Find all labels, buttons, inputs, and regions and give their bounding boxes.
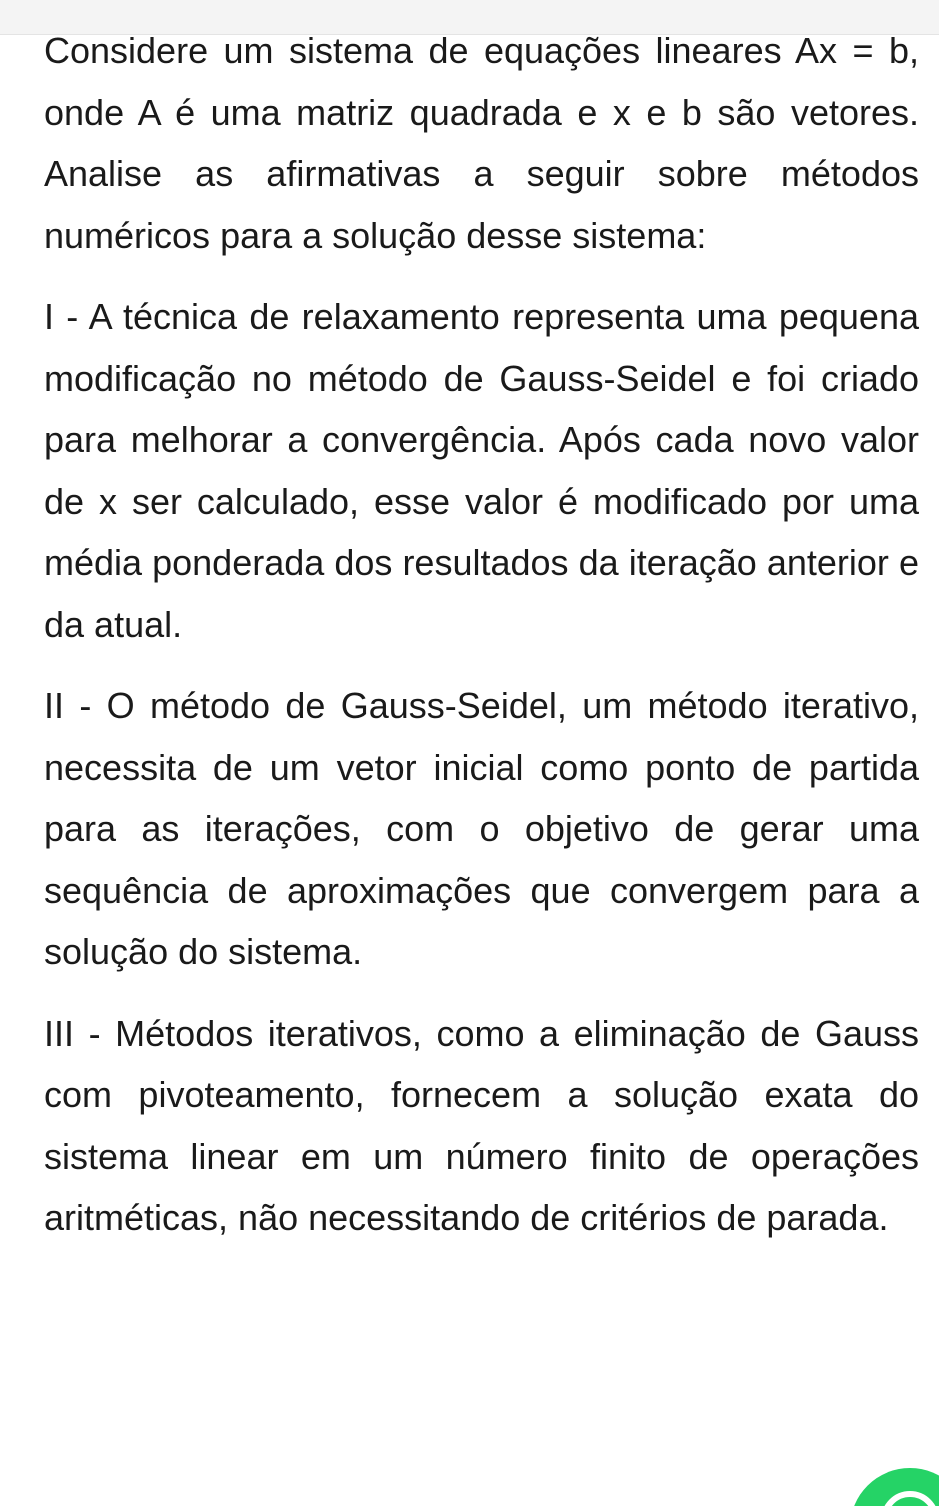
chat-bubble-icon (872, 1482, 939, 1506)
statement-i: I - A técnica de relaxamento representa uma pequena modificação no método de Gauss-Seidel e foi criado para melhorar a convergência. Após cada novo valor de x ser calculado, esse valor é modificado por uma média ponderada dos resultados da iteração anterior e da atual. (44, 296, 919, 645)
statement-ii: II - O método de Gauss-Seidel, um método iterativo, necessita de um vetor inicial como ponto de partida para as iterações, com o objetivo de gerar uma sequência de aproximações que convergem para a solução do sistema. (44, 685, 919, 972)
question-intro: Considere um sistema de equações lineares Ax = b, onde A é uma matriz quadrada e x e b são vetores. Analise as afirmativas a seguir sobre métodos numéricos para a solução desse sistema: (44, 30, 919, 256)
statement-iii: III - Métodos iterativos, como a eliminação de Gauss com pivoteamento, fornecem a solução exata do sistema linear em um número finito de operações aritméticas, não necessitando de critérios de parada. (44, 1012, 919, 1238)
question-text (44, 20, 919, 1249)
chat-fab-button[interactable] (850, 1468, 939, 1506)
